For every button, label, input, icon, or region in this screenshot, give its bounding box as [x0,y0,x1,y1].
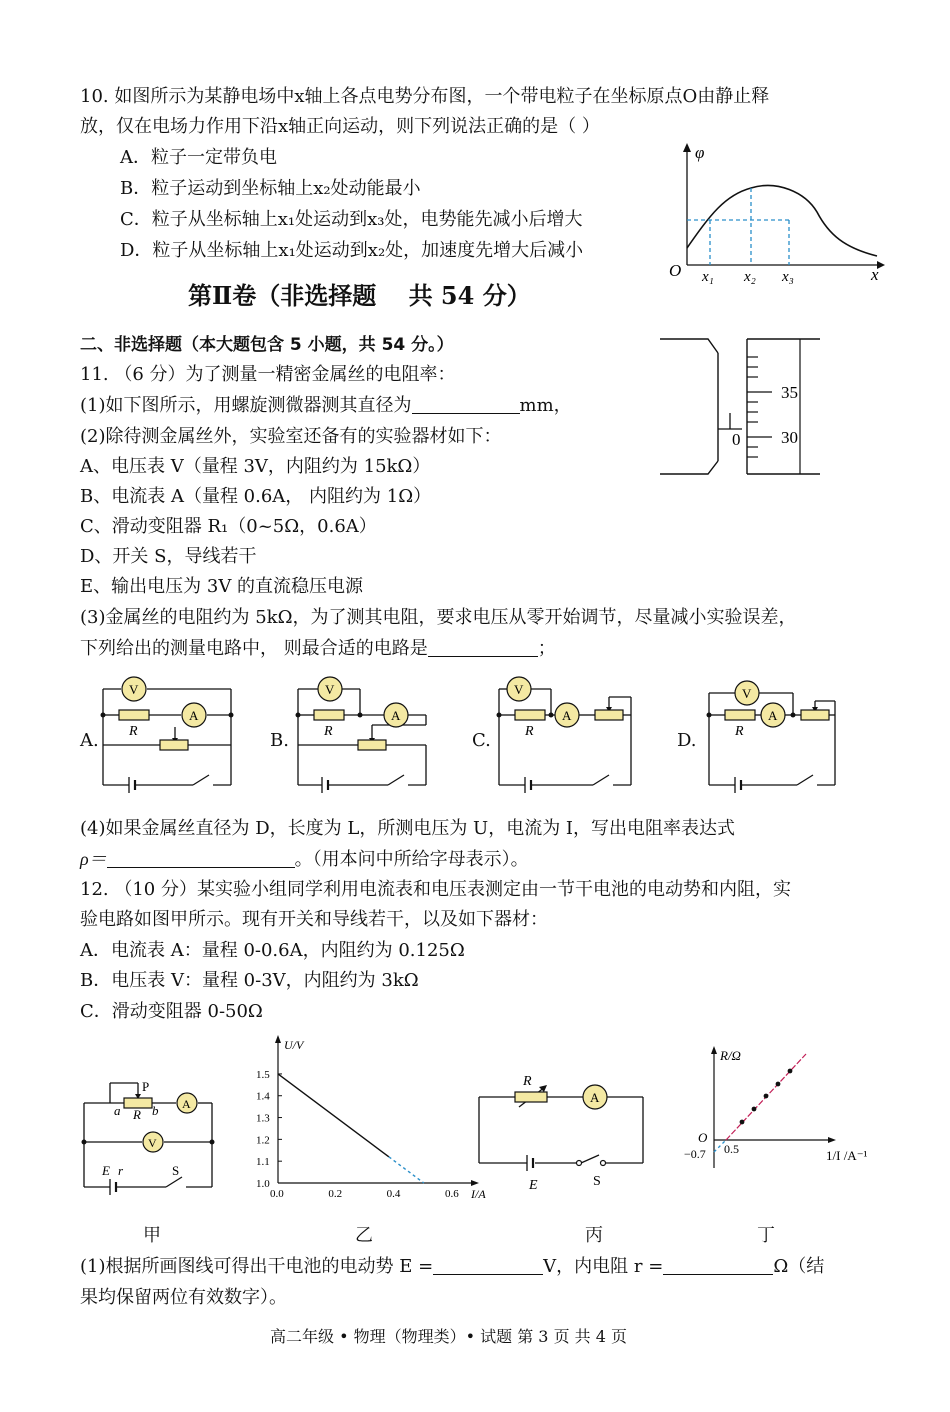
micrometer-figure [660,337,870,477]
figure-yi-chart [250,1035,486,1205]
q11-equipment-b: B、电流表 A（量程 0.6A， 内阻约为 1Ω） [80,486,432,507]
meter-v-label: V [514,682,524,697]
page-footer: 高二年级 • 物理（物理类）• 试题 第 3 页 共 4 页 [270,1327,628,1346]
y-axis-arrow [275,1035,281,1043]
jia-meter-a: A [182,1097,191,1111]
circuit-b [292,675,437,795]
jia-label-r: R [133,1107,141,1122]
y-tick-label: 1.3 [256,1112,270,1125]
q11-equipment-a: A、电压表 V（量程 3V，内阻约为 15kΩ） [80,456,431,477]
q11-blank-4[interactable] [107,851,295,868]
series-extrapolated [389,1157,424,1183]
q10-option-a: A．粒子一定带负电 [120,147,277,168]
y-axis-label: U/V [284,1038,304,1052]
tick-x2: x₂ [744,269,756,285]
meter-a-label: A [189,708,199,723]
series-measured [278,1074,389,1157]
ding-intercept: −0.7 [684,1147,706,1161]
q10-stem-line2: 放，仅在电场力作用下沿x轴正向运动，则下列说法正确的是（ ） [80,116,600,137]
q10-option-c: C．粒子从坐标轴上x₁处运动到x₃处，电势能先减小后增大 [120,209,583,230]
meter-v-label: V [742,686,752,701]
micrometer-zero: 0 [732,430,741,449]
circuit-d [705,675,845,795]
x-axis-label: I/A [471,1187,486,1201]
q11-p3-line2: 下列给出的测量电路中， 则最合适的电路是 ； [80,638,556,659]
circuit-c [495,675,640,795]
jia-label-small-r: r [118,1163,124,1178]
q12-item-c: C．滑动变阻器 0-50Ω [80,1001,263,1022]
jia-label-s: S [172,1163,180,1178]
graph-origin: O [669,261,682,280]
q10-option-d: D．粒子从坐标轴上x₁处运动到x₂处，加速度先增大后减小 [120,240,584,261]
meter-v-label: V [325,682,335,697]
part2-title: 第Ⅱ卷（非选择题 共 54 分） [188,281,531,310]
micrometer-mark-30: 30 [781,428,798,447]
bing-label-e: E [529,1178,538,1193]
jia-label-e: E [102,1163,110,1178]
x-tick-label: 0.2 [328,1188,343,1200]
resistor-label: R [129,724,138,739]
figure-jia-circuit [80,1075,220,1195]
meter-a-label: A [562,708,572,723]
jia-meter-v: V [148,1136,157,1150]
q12-line2: 验电路如图甲所示。现有开关和导线若干，以及如下器材： [80,909,548,930]
q11-equipment-c: C、滑动变阻器 R₁（0~5Ω，0.6A） [80,516,377,537]
x-tick-label: 0.4 [386,1188,401,1200]
y-tick-label: 1.2 [256,1134,270,1147]
resistor-label: R [324,724,333,739]
micrometer-mark-35: 35 [781,383,798,402]
resistor-label: R [735,724,744,739]
q12-blank-r[interactable] [663,1258,773,1275]
bing-label-r: R [523,1074,532,1089]
q11-p4-line2: ρ＝ 。（用本问中所给字母表示）。 [80,849,529,870]
q10-option-b: B．粒子运动到坐标轴上x₂处动能最小 [120,178,421,199]
ding-y-label: R/Ω [720,1048,741,1063]
q12-q1-line2: 果均保留两位有效数字）。 [80,1287,287,1308]
q11-equipment-d: D、开关 S，导线若干 [80,546,257,567]
circuit-a [95,675,240,795]
meter-a-label: A [391,708,401,723]
meter-v-label: V [129,682,139,697]
section2-header: 二、非选择题（本大题包含 5 小题，共 54 分。） [80,335,454,355]
graph-y-label: φ [695,143,705,162]
jia-label-p: P [142,1079,150,1094]
figure-ding-chart [678,1040,878,1180]
graph-x-label: x [871,265,879,284]
potential-graph [665,140,885,285]
circuit-label-a: A. [80,730,99,751]
q10-stem-line1: 10. 如图所示为某静电场中x轴上各点电势分布图，一个带电粒子在坐标原点O由静止释 [80,86,770,107]
y-tick-label: 1.0 [256,1178,270,1190]
jia-label-a: a [114,1103,121,1118]
q11-p3-line1: (3)金属丝的电阻约为 5kΩ，为了测其电阻，要求电压从零开始调节，尽量减小实验误差， [80,607,797,628]
bing-label-s: S [593,1174,601,1189]
ding-x-label: 1/I /A⁻¹ [826,1148,868,1163]
q11-p1: (1)如下图所示，用螺旋测微器测其直径为 mm， [80,395,572,416]
q12-blank-e[interactable] [433,1258,543,1275]
y-tick-label: 1.1 [256,1156,270,1169]
q11-equipment-e: E、输出电压为 3V 的直流稳压电源 [80,576,364,597]
micrometer-ticks [747,357,772,457]
circuit-label-d: D. [677,730,697,751]
figure-bing-circuit [475,1075,650,1195]
q12-item-a: A．电流表 A：量程 0-0.6A，内阻约为 0.125Ω [80,940,465,961]
q11-p4-line1: (4)如果金属丝直径为 D，长度为 L，所测电压为 U，电流为 I，写出电阻率表达式 [80,818,736,839]
potential-curve [687,185,877,256]
y-tick-label: 1.5 [256,1068,270,1081]
q11-title: 11. （6 分）为了测量一精密金属丝的电阻率： [80,364,456,385]
circuit-label-c: C. [472,730,491,751]
q11-p2: (2)除待测金属丝外，实验室还备有的实验器材如下： [80,426,502,447]
q12-line1: 12. （10 分）某实验小组同学利用电流表和电压表测定由一节干电池的电动势和内阻，实 [80,879,791,900]
jia-label-b: b [152,1103,159,1118]
caption-bing: 丙 [585,1225,603,1246]
tick-x3: x₃ [782,269,794,285]
tick-x1: x₁ [702,269,714,285]
bing-meter-a: A [590,1090,600,1105]
caption-ding: 丁 [757,1225,775,1246]
caption-yi: 乙 [355,1225,373,1246]
q11-blank-1[interactable] [412,397,520,414]
q12-item-b: B．电压表 V：量程 0-3V，内阻约为 3kΩ [80,970,419,991]
resistor-label: R [525,724,534,739]
x-tick-label: 0.6 [445,1188,459,1200]
q12-q1-line1: (1)根据所画图线可得出干电池的电动势 E = V，内电阻 r = Ω（结 [80,1256,825,1277]
q11-blank-3[interactable] [428,640,538,657]
ding-origin: O [698,1130,708,1145]
caption-jia: 甲 [143,1225,161,1246]
circuit-label-b: B. [270,730,289,751]
ding-tick: 0.5 [724,1142,739,1156]
meter-a-label: A [768,708,778,723]
y-tick-label: 1.4 [256,1090,270,1103]
x-tick-label: 0.0 [270,1188,284,1200]
